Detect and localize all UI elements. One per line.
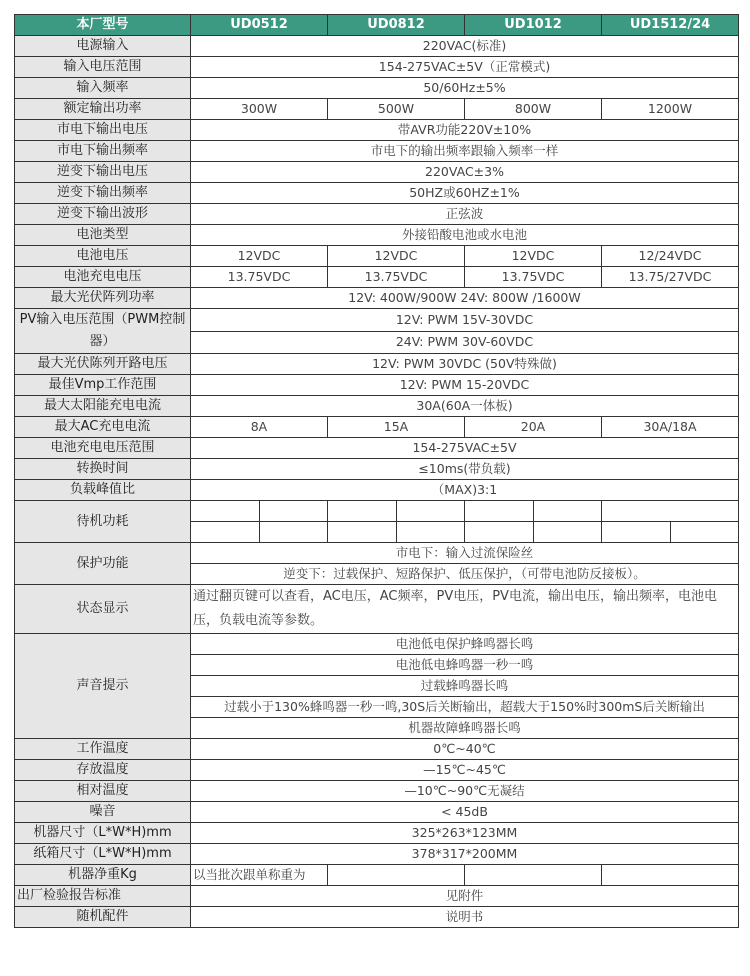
- spec-value: 220VAC±3%: [191, 162, 739, 183]
- model-header: UD1512/24: [602, 15, 739, 36]
- spec-value: 154-275VAC±5V（正常模式): [191, 57, 739, 78]
- spec-row: [15, 183, 739, 204]
- spec-row: [15, 354, 739, 375]
- spec-row: [15, 585, 739, 634]
- spec-value: 1200W: [602, 99, 739, 120]
- empty-cell: [396, 501, 465, 522]
- empty-cell: [396, 522, 465, 543]
- spec-row: [15, 309, 739, 332]
- spec-value: 8A: [191, 417, 328, 438]
- spec-row: [15, 802, 739, 823]
- spec-label: 额定输出功率: [15, 99, 191, 120]
- spec-label: 声音提示: [15, 634, 191, 739]
- spec-value: 12VDC: [191, 246, 328, 267]
- spec-value: ≤10ms(带负载): [191, 459, 739, 480]
- spec-value: 12VDC: [465, 246, 602, 267]
- spec-label: 电池充电电压范围: [15, 438, 191, 459]
- spec-value: 13.75VDC: [465, 267, 602, 288]
- spec-label: 市电下输出频率: [15, 141, 191, 162]
- spec-value: [328, 865, 465, 886]
- spec-value: —15℃~45℃: [191, 760, 739, 781]
- spec-label: 保护功能: [15, 543, 191, 585]
- header-label: 本厂型号: [15, 15, 191, 36]
- spec-value: 12V: 400W/900W 24V: 800W /1600W: [191, 288, 739, 309]
- spec-value: 50/60Hz±5%: [191, 78, 739, 99]
- spec-label: 最大太阳能充电电流: [15, 396, 191, 417]
- spec-label: 噪音: [15, 802, 191, 823]
- spec-row: [15, 543, 739, 564]
- spec-value: 378*317*200MM: [191, 844, 739, 865]
- spec-value-line: 过载蜂鸣器长鸣: [191, 676, 739, 697]
- spec-label: 随机配件: [15, 907, 191, 928]
- spec-value: 13.75VDC: [191, 267, 328, 288]
- spec-row: [15, 823, 739, 844]
- empty-cell: [191, 501, 260, 522]
- spec-value: 325*263*123MM: [191, 823, 739, 844]
- spec-label: 市电下输出电压: [15, 120, 191, 141]
- spec-value: 12V: PWM 15-20VDC: [191, 375, 739, 396]
- spec-row: [15, 760, 739, 781]
- spec-value-line: 机器故障蜂鸣器长鸣: [191, 718, 739, 739]
- spec-row: [15, 907, 739, 928]
- spec-value: 市电下的输出频率跟输入频率一样: [191, 141, 739, 162]
- spec-row: [15, 57, 739, 78]
- spec-label: 最大光伏陈列开路电压: [15, 354, 191, 375]
- spec-value-line: 逆变下：过载保护、短路保护、低压保护，（可带电池防反接板）。: [191, 564, 739, 585]
- spec-value: —10℃~90℃无凝结: [191, 781, 739, 802]
- spec-value: 12V: PWM 30VDC (50V特殊做): [191, 354, 739, 375]
- spec-value: 154-275VAC±5V: [191, 438, 739, 459]
- spec-value: 800W: [465, 99, 602, 120]
- spec-row: [15, 162, 739, 183]
- spec-label: 逆变下输出电压: [15, 162, 191, 183]
- empty-cell: [259, 501, 328, 522]
- spec-value: 12/24VDC: [602, 246, 739, 267]
- empty-cell: [602, 522, 671, 543]
- empty-cell: [259, 522, 328, 543]
- spec-row: [15, 781, 739, 802]
- spec-label: 状态显示: [15, 585, 191, 634]
- spec-label: 电池电压: [15, 246, 191, 267]
- spec-label: 负载峰值比: [15, 480, 191, 501]
- spec-label: 待机功耗: [15, 501, 191, 543]
- spec-value: 50HZ或60HZ±1%: [191, 183, 739, 204]
- empty-cell: [533, 522, 602, 543]
- spec-label: 输入频率: [15, 78, 191, 99]
- spec-value-line: 市电下：输入过流保险丝: [191, 543, 739, 564]
- spec-label: 机器尺寸（L*W*H)mm: [15, 823, 191, 844]
- spec-label: 相对温度: [15, 781, 191, 802]
- spec-row: [15, 865, 739, 886]
- spec-label: 输入电压范围: [15, 57, 191, 78]
- spec-value: 500W: [328, 99, 465, 120]
- spec-label: 逆变下输出频率: [15, 183, 191, 204]
- spec-label: 机器净重Kg: [15, 865, 191, 886]
- spec-row: [15, 480, 739, 501]
- header-row: [15, 15, 739, 36]
- empty-cell: [670, 522, 739, 543]
- spec-value: < 45dB: [191, 802, 739, 823]
- spec-label: 电池充电电压: [15, 267, 191, 288]
- empty-cell: [191, 522, 260, 543]
- spec-row: [15, 739, 739, 760]
- spec-row: [15, 225, 739, 246]
- spec-value: [465, 865, 602, 886]
- spec-row: [15, 246, 739, 267]
- spec-value: 带AVR功能220V±10%: [191, 120, 739, 141]
- spec-row: [15, 267, 739, 288]
- spec-value-line: 电池低电蜂鸣器一秒一鸣: [191, 655, 739, 676]
- spec-table: [14, 14, 739, 928]
- spec-label: 最佳Vmp工作范围: [15, 375, 191, 396]
- spec-body: [15, 36, 739, 928]
- spec-row: [15, 886, 739, 907]
- spec-label: 出厂检验报告标准: [15, 886, 191, 907]
- spec-label: 电源输入: [15, 36, 191, 57]
- spec-row: [15, 120, 739, 141]
- model-header: UD0512: [191, 15, 328, 36]
- spec-value-line: 12V: PWM 15V-30VDC: [191, 309, 739, 332]
- empty-cell: [328, 522, 397, 543]
- spec-value: 通过翻页键可以查看，AC电压，AC频率，PV电压，PV电流，输出电压，输出频率，电池电压，负载电流等参数。: [191, 585, 739, 634]
- spec-label: 存放温度: [15, 760, 191, 781]
- spec-label: 转换时间: [15, 459, 191, 480]
- empty-cell: [465, 501, 534, 522]
- model-header: UD0812: [328, 15, 465, 36]
- spec-value: 30A(60A一体板): [191, 396, 739, 417]
- spec-value-line: 过载小于130%蜂鸣器一秒一鸣,30S后关断输出，超载大于150%时300mS后关断输出: [191, 697, 739, 718]
- spec-row: [15, 634, 739, 655]
- spec-label: 纸箱尺寸（L*W*H)mm: [15, 844, 191, 865]
- spec-row: [15, 438, 739, 459]
- spec-row: [15, 459, 739, 480]
- spec-value: 13.75VDC: [328, 267, 465, 288]
- empty-cell: [533, 501, 602, 522]
- spec-row: [15, 36, 739, 57]
- spec-value: 220VAC(标准): [191, 36, 739, 57]
- spec-row: [15, 141, 739, 162]
- empty-cell: [465, 522, 534, 543]
- spec-value: 300W: [191, 99, 328, 120]
- empty-cell: [602, 501, 739, 522]
- spec-row: [15, 844, 739, 865]
- spec-value: 说明书: [191, 907, 739, 928]
- spec-label: 逆变下输出波形: [15, 204, 191, 225]
- spec-value: 13.75/27VDC: [602, 267, 739, 288]
- spec-value: 15A: [328, 417, 465, 438]
- spec-value: 20A: [465, 417, 602, 438]
- spec-row: [15, 78, 739, 99]
- spec-value: 以当批次跟单称重为: [191, 865, 328, 886]
- spec-value: 正弦波: [191, 204, 739, 225]
- spec-label: 最大AC充电电流: [15, 417, 191, 438]
- spec-label: PV输入电压范围（PWM控制器）: [15, 309, 191, 354]
- model-header: UD1012: [465, 15, 602, 36]
- spec-value: （MAX)3:1: [191, 480, 739, 501]
- spec-value: 30A/18A: [602, 417, 739, 438]
- spec-row: [15, 99, 739, 120]
- empty-cell: [328, 501, 397, 522]
- spec-row: [15, 288, 739, 309]
- spec-label: 最大光伏阵列功率: [15, 288, 191, 309]
- spec-label: 电池类型: [15, 225, 191, 246]
- spec-value: 12VDC: [328, 246, 465, 267]
- spec-value: [602, 865, 739, 886]
- spec-value: 见附件: [191, 886, 739, 907]
- spec-row: [15, 396, 739, 417]
- spec-row: [15, 417, 739, 438]
- spec-value-line: 电池低电保护蜂鸣器长鸣: [191, 634, 739, 655]
- spec-row: [15, 375, 739, 396]
- spec-value: 外接铅酸电池或水电池: [191, 225, 739, 246]
- spec-row: [15, 204, 739, 225]
- spec-label: 工作温度: [15, 739, 191, 760]
- spec-value-line: 24V: PWM 30V-60VDC: [191, 331, 739, 354]
- spec-value: 0℃~40℃: [191, 739, 739, 760]
- spec-row: [15, 501, 739, 522]
